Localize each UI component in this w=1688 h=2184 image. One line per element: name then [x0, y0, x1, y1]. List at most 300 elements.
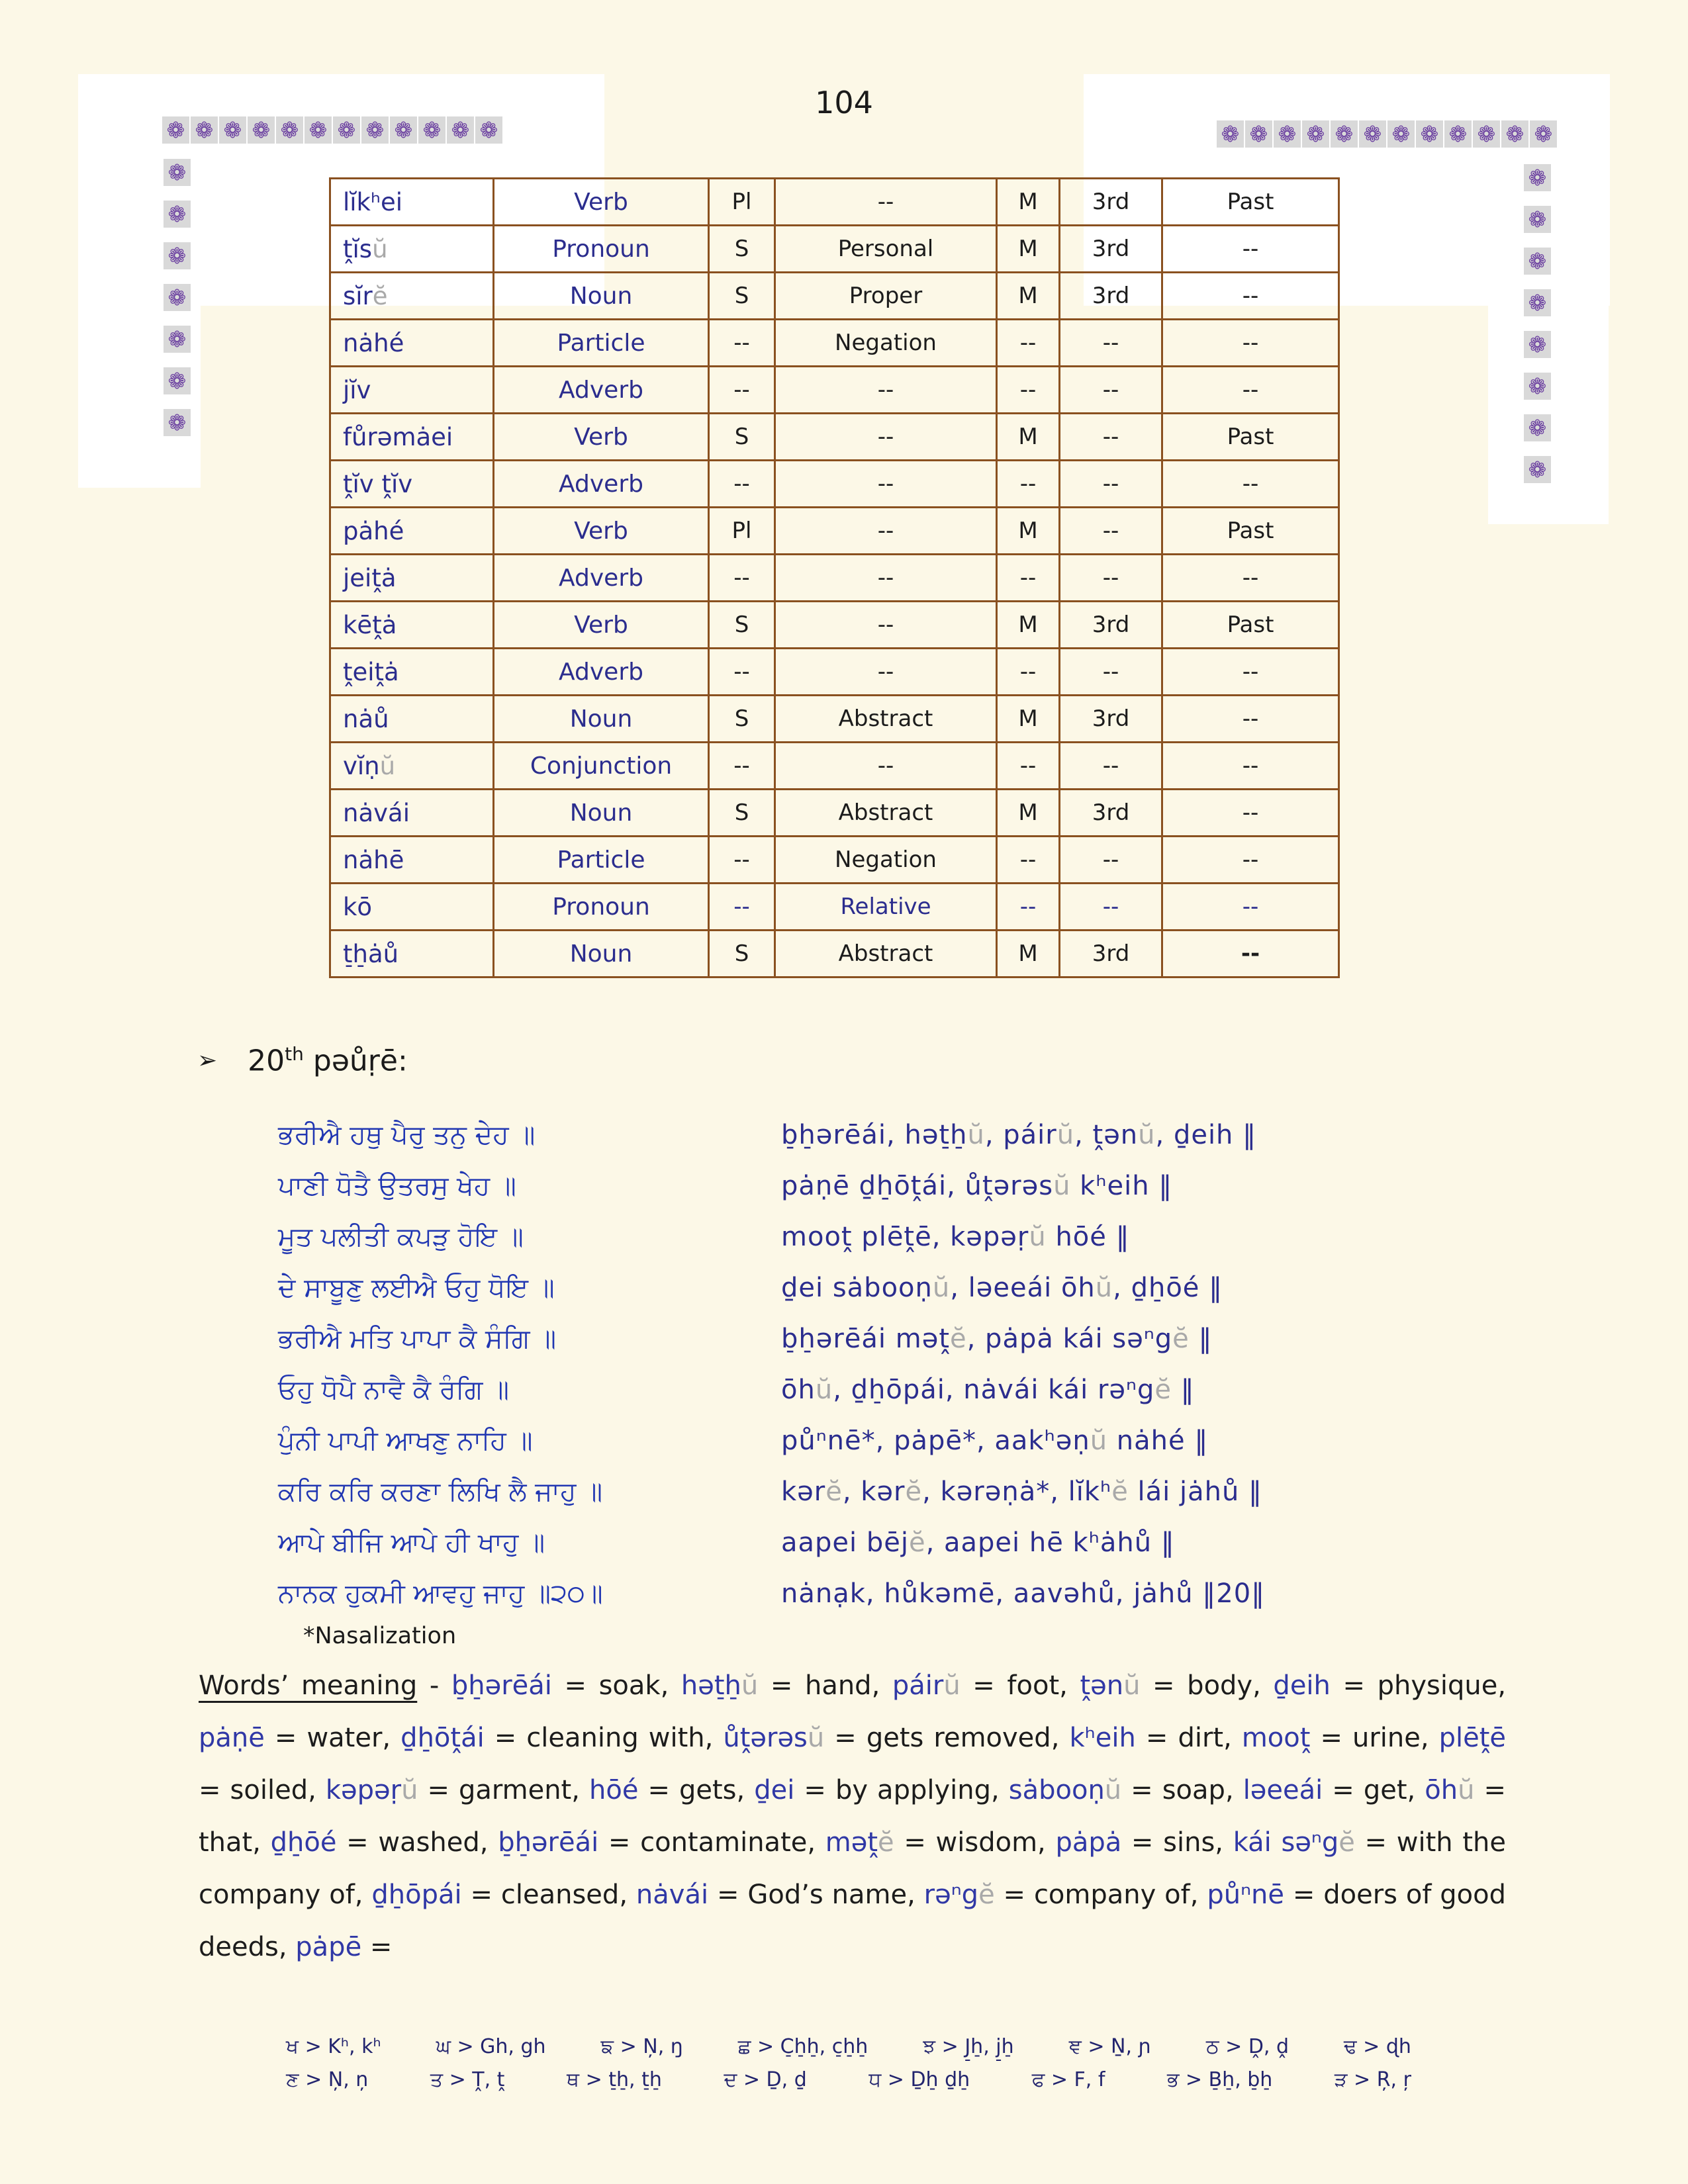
- flower-icon: ❁: [1274, 120, 1301, 148]
- type-cell: Negation: [775, 320, 997, 367]
- defined-word: ṱənŭ: [1080, 1670, 1141, 1701]
- tense-cell: --: [1162, 461, 1339, 508]
- roman-equivalent: Ḏ, ḏ: [766, 2068, 807, 2091]
- number-cell: --: [709, 649, 775, 696]
- word-cell: nȧvái: [330, 790, 494, 837]
- word-cell: jĭv: [330, 367, 494, 414]
- person-cell: 3rd: [1060, 790, 1162, 837]
- defined-word: ḏh̠ōpái: [371, 1880, 462, 1910]
- defined-word: kʰeih: [1069, 1723, 1136, 1753]
- gurmukhi-line: ਮੂਤ ਪਲੀਤੀ ਕਪੜੁ ਹੋਇ ॥: [278, 1222, 524, 1252]
- maps-to-symbol: >: [299, 2068, 328, 2091]
- defined-word: ḏei: [754, 1775, 795, 1805]
- gender-cell: M: [997, 602, 1060, 649]
- key-item: [1167, 2064, 1272, 2097]
- type-cell: --: [775, 508, 997, 555]
- number-cell: S: [709, 931, 775, 978]
- word-meaning: company of: [1033, 1880, 1190, 1910]
- roman-equivalent: B̠h̠, b̠h̠: [1208, 2068, 1273, 2091]
- transliteration-line: ōhŭ, ḏh̠ōpái, nȧvái kái rəⁿgĕ ‖: [781, 1375, 1195, 1405]
- person-cell: --: [1060, 884, 1162, 931]
- flower-icon: ❁: [276, 116, 303, 144]
- verse-row: [278, 1324, 1443, 1375]
- type-cell: Proper: [775, 273, 997, 320]
- tense-cell: --: [1162, 931, 1339, 978]
- transliteration-line: pȧṇē ḏh̠ōṱái, ůṱərəsŭ kʰeih ‖: [781, 1171, 1173, 1201]
- table-row: [330, 367, 1339, 414]
- maps-to-symbol: >: [1347, 2068, 1377, 2091]
- part-of-speech-cell: Noun: [494, 696, 709, 743]
- defined-word: ḏh̠ōé: [270, 1827, 337, 1858]
- flower-border-top-right: [1217, 120, 1557, 148]
- definitions: [199, 1670, 1506, 1962]
- gurmukhi-line: ਆਪੇ ਬੀਜਿ ਆਪੇ ਹੀ ਖਾਹੁ ॥: [278, 1527, 545, 1558]
- person-cell: --: [1060, 555, 1162, 602]
- gender-cell: --: [997, 320, 1060, 367]
- transliteration-key: [286, 2030, 1411, 2097]
- defined-word: ləeeái: [1243, 1775, 1323, 1805]
- defined-word: pȧpȧ: [1055, 1827, 1122, 1858]
- gurmukhi-letter: ਖ: [286, 2035, 299, 2058]
- defined-word: hōé: [589, 1775, 639, 1805]
- flower-icon: ❁: [305, 116, 332, 144]
- tense-cell: --: [1162, 320, 1339, 367]
- person-cell: --: [1060, 320, 1162, 367]
- flower-icon: ❁: [1524, 289, 1551, 316]
- word-cell: nȧhē: [330, 837, 494, 884]
- table-row: [330, 461, 1339, 508]
- table-row: [330, 790, 1339, 837]
- equals-sign: =: [1354, 1827, 1397, 1858]
- part-of-speech-cell: Pronoun: [494, 884, 709, 931]
- person-cell: 3rd: [1060, 602, 1162, 649]
- defined-word: nȧvái: [635, 1880, 709, 1910]
- part-of-speech-cell: Verb: [494, 602, 709, 649]
- verse-row: [278, 1477, 1443, 1527]
- flower-icon: ❁: [1524, 456, 1551, 483]
- table-row: [330, 320, 1339, 367]
- type-cell: --: [775, 367, 997, 414]
- word-meaning: urine: [1352, 1723, 1421, 1753]
- word-meaning: gets: [679, 1775, 737, 1805]
- word-cell: ṱeiṱȧ: [330, 649, 494, 696]
- word-cell: kō: [330, 884, 494, 931]
- label-dash: -: [417, 1670, 451, 1701]
- type-cell: Abstract: [775, 790, 997, 837]
- defined-word: pȧṇē: [199, 1723, 265, 1753]
- equals-sign: =: [994, 1880, 1034, 1910]
- person-cell: 3rd: [1060, 696, 1162, 743]
- flower-icon: ❁: [162, 116, 189, 144]
- nasalization-note: *Nasalization: [303, 1623, 457, 1649]
- word-meaning: foot: [1007, 1670, 1060, 1701]
- flower-icon: ❁: [1387, 120, 1415, 148]
- separator: ,: [278, 1932, 296, 1962]
- flower-icon: ❁: [164, 201, 191, 228]
- number-cell: S: [709, 226, 775, 273]
- flower-icon: ❁: [164, 326, 191, 353]
- flower-border-top-left: [162, 116, 502, 144]
- type-cell: Negation: [775, 837, 997, 884]
- part-of-speech-cell: Verb: [494, 414, 709, 461]
- verse-row: [278, 1120, 1443, 1171]
- roman-equivalent: Ņ, ņ: [328, 2068, 369, 2091]
- defined-word: rəⁿgĕ: [923, 1880, 995, 1910]
- part-of-speech-cell: Adverb: [494, 367, 709, 414]
- tense-cell: Past: [1162, 602, 1339, 649]
- separator: ,: [354, 1880, 372, 1910]
- flower-border-left: [164, 159, 191, 436]
- key-item: [923, 2030, 1013, 2064]
- maps-to-symbol: >: [1081, 2035, 1111, 2058]
- table-row: [330, 508, 1339, 555]
- defined-word: páirŭ: [892, 1670, 961, 1701]
- separator: ,: [1225, 1775, 1243, 1805]
- number-cell: S: [709, 696, 775, 743]
- type-cell: --: [775, 461, 997, 508]
- gurmukhi-letter: ਠ: [1205, 2035, 1219, 2058]
- gurmukhi-line: ਭਰੀਐ ਮਤਿ ਪਾਪਾ ਕੈ ਸੰਗਿ ॥: [278, 1324, 557, 1354]
- defined-word: b̠h̠ərēái: [498, 1827, 599, 1858]
- person-cell: 3rd: [1060, 273, 1162, 320]
- number-cell: S: [709, 273, 775, 320]
- word-meaning: body: [1187, 1670, 1253, 1701]
- word-cell: ṱĭsŭ: [330, 226, 494, 273]
- word-meaning: by applying: [835, 1775, 991, 1805]
- word-meaning: garment: [458, 1775, 572, 1805]
- part-of-speech-cell: Particle: [494, 320, 709, 367]
- gender-cell: --: [997, 884, 1060, 931]
- type-cell: --: [775, 555, 997, 602]
- roman-equivalent: Ņ, ŋ: [643, 2035, 683, 2058]
- gender-cell: M: [997, 226, 1060, 273]
- flower-icon: ❁: [1524, 248, 1551, 275]
- flower-icon: ❁: [1501, 120, 1528, 148]
- defined-word: sȧbooṇŭ: [1008, 1775, 1122, 1805]
- transliteration-line: ḏei sȧbooṇŭ, ləeeái ōhŭ, ḏh̠ōé ‖: [781, 1273, 1223, 1303]
- equals-sign: =: [598, 1827, 641, 1858]
- equals-sign: =: [264, 1723, 307, 1753]
- word-meaning: washed: [378, 1827, 480, 1858]
- gurmukhi-letter: ਞ: [1068, 2035, 1082, 2058]
- verse-row: [278, 1375, 1443, 1426]
- defined-word: plēṱē: [1438, 1723, 1507, 1753]
- words-meaning-paragraph: [199, 1660, 1506, 1974]
- separator: ,: [736, 1775, 755, 1805]
- maps-to-symbol: >: [1219, 2035, 1248, 2058]
- table-row: [330, 179, 1339, 226]
- equals-sign: =: [638, 1775, 679, 1805]
- tense-cell: --: [1162, 696, 1339, 743]
- flower-icon: ❁: [164, 242, 191, 269]
- key-item: [286, 2064, 368, 2097]
- gurmukhi-letter: ਭ: [1166, 2068, 1180, 2091]
- gender-cell: M: [997, 414, 1060, 461]
- part-of-speech-cell: Adverb: [494, 461, 709, 508]
- transliteration-line: mooṱ plēṱē, kəpəṛŭ hōé ‖: [781, 1222, 1130, 1252]
- flower-icon: ❁: [333, 116, 360, 144]
- person-cell: --: [1060, 837, 1162, 884]
- maps-to-symbol: >: [579, 2068, 609, 2091]
- verse-row: [278, 1273, 1443, 1324]
- word-meaning: doers of good deeds: [199, 1880, 1507, 1962]
- gurmukhi-line: ਪਾਣੀ ਧੋਤੈ ਉਤਰਸੁ ਖੇਹ ॥: [278, 1171, 516, 1201]
- roman-equivalent: Kʰ, kʰ: [328, 2035, 381, 2058]
- gurmukhi-letter: ਤ: [430, 2068, 444, 2091]
- separator: ,: [1190, 1880, 1207, 1910]
- separator: ,: [1037, 1827, 1056, 1858]
- equals-sign: =: [794, 1775, 835, 1805]
- key-item: [724, 2064, 806, 2097]
- number-cell: --: [709, 320, 775, 367]
- grammar-table: [329, 177, 1340, 978]
- person-cell: 3rd: [1060, 226, 1162, 273]
- flower-icon: ❁: [475, 116, 502, 144]
- maps-to-symbol: >: [737, 2068, 767, 2091]
- part-of-speech-cell: Noun: [494, 931, 709, 978]
- word-meaning: soap: [1162, 1775, 1225, 1805]
- table-row: [330, 414, 1339, 461]
- flower-icon: ❁: [164, 409, 191, 436]
- type-cell: --: [775, 743, 997, 790]
- defined-word: půⁿnē: [1207, 1880, 1284, 1910]
- equals-sign: =: [1135, 1723, 1178, 1753]
- equals-sign: =: [336, 1827, 379, 1858]
- equals-sign: =: [824, 1723, 867, 1753]
- maps-to-symbol: >: [443, 2068, 473, 2091]
- gender-cell: --: [997, 649, 1060, 696]
- gurmukhi-letter: ੜ: [1334, 2068, 1348, 2091]
- table-row: [330, 837, 1339, 884]
- gender-cell: M: [997, 931, 1060, 978]
- gender-cell: --: [997, 743, 1060, 790]
- roman-equivalent: ɖh: [1385, 2035, 1411, 2058]
- separator: ,: [308, 1775, 326, 1805]
- roman-equivalent: Ṱ, ṱ: [472, 2068, 505, 2091]
- gurmukhi-line: ਦੇ ਸਾਬੂਣੁ ਲਈਐ ਓਹੁ ਧੋਇ ॥: [278, 1273, 555, 1303]
- defined-word: ḏh̠ōṱái: [400, 1723, 485, 1753]
- number-cell: --: [709, 743, 775, 790]
- word-meaning: hand: [804, 1670, 872, 1701]
- word-cell: nȧhé: [330, 320, 494, 367]
- roman-equivalent: Ṉ, ɲ: [1111, 2035, 1151, 2058]
- word-meaning: soiled: [230, 1775, 308, 1805]
- flower-icon: ❁: [1524, 414, 1551, 441]
- person-cell: --: [1060, 649, 1162, 696]
- type-cell: --: [775, 649, 997, 696]
- separator: ,: [382, 1723, 401, 1753]
- words-meaning-label: Words’ meaning: [199, 1670, 418, 1701]
- flower-icon: ❁: [1331, 120, 1358, 148]
- flower-icon: ❁: [1524, 373, 1551, 400]
- gender-cell: --: [997, 461, 1060, 508]
- defined-word: b̠h̠ərēái: [451, 1670, 552, 1701]
- word-cell: nȧů: [330, 696, 494, 743]
- gurmukhi-letter: ਝ: [923, 2035, 936, 2058]
- key-item: [567, 2064, 662, 2097]
- tense-cell: --: [1162, 226, 1339, 273]
- roman-equivalent: t̠h̠, t̠h̠: [608, 2068, 662, 2091]
- equals-sign: =: [199, 1775, 230, 1805]
- tense-cell: --: [1162, 837, 1339, 884]
- table-row: [330, 649, 1339, 696]
- flower-icon: ❁: [1524, 206, 1551, 233]
- number-cell: Pl: [709, 179, 775, 226]
- gender-cell: --: [997, 555, 1060, 602]
- flower-icon: ❁: [1302, 120, 1329, 148]
- gurmukhi-letter: ਦ: [724, 2068, 737, 2091]
- word-cell: kēṱȧ: [330, 602, 494, 649]
- person-cell: --: [1060, 367, 1162, 414]
- word-meaning: with the company of: [199, 1827, 1506, 1910]
- tense-cell: --: [1162, 649, 1339, 696]
- gender-cell: M: [997, 179, 1060, 226]
- gurmukhi-letter: ਙ: [600, 2035, 614, 2058]
- word-cell: t̠h̠ȧů: [330, 931, 494, 978]
- number-cell: --: [709, 884, 775, 931]
- tense-cell: Past: [1162, 414, 1339, 461]
- gurmukhi-letter: ਣ: [286, 2068, 299, 2091]
- key-item: [1206, 2030, 1289, 2064]
- table-row: [330, 884, 1339, 931]
- word-meaning: get: [1363, 1775, 1407, 1805]
- gender-cell: --: [997, 837, 1060, 884]
- roman-equivalent: C̠h̠h̠, c̠h̠h̠: [780, 2035, 868, 2058]
- key-item: [1335, 2064, 1411, 2097]
- maps-to-symbol: >: [299, 2035, 328, 2058]
- number-cell: S: [709, 790, 775, 837]
- equals-sign: =: [1330, 1670, 1378, 1701]
- transliteration-line: b̠h̠ərēái, hət̠h̠ŭ, páirŭ, ṱənŭ, ḏeih ‖: [781, 1120, 1257, 1150]
- flower-icon: ❁: [164, 367, 191, 394]
- separator: ,: [991, 1775, 1009, 1805]
- defined-word: kəpəṛŭ: [325, 1775, 418, 1805]
- part-of-speech-cell: Particle: [494, 837, 709, 884]
- gurmukhi-letter: ਧ: [868, 2068, 882, 2091]
- person-cell: 3rd: [1060, 179, 1162, 226]
- number-cell: S: [709, 414, 775, 461]
- separator: ,: [907, 1880, 924, 1910]
- part-of-speech-cell: Verb: [494, 508, 709, 555]
- equals-sign: =: [1284, 1880, 1324, 1910]
- flower-icon: ❁: [418, 116, 445, 144]
- word-meaning: cleansed: [500, 1880, 620, 1910]
- flower-icon: ❁: [248, 116, 275, 144]
- type-cell: --: [775, 179, 997, 226]
- gurmukhi-letter: ਫ: [1031, 2068, 1045, 2091]
- separator: ,: [1497, 1670, 1507, 1701]
- equals-sign: =: [708, 1880, 748, 1910]
- maps-to-symbol: >: [881, 2068, 911, 2091]
- equals-sign: =: [484, 1723, 527, 1753]
- separator: ,: [619, 1880, 636, 1910]
- key-item: [1069, 2030, 1151, 2064]
- gurmukhi-letter: ਥ: [567, 2068, 580, 2091]
- number-cell: S: [709, 602, 775, 649]
- separator: ,: [704, 1723, 724, 1753]
- word-cell: pȧhé: [330, 508, 494, 555]
- key-row-2: [286, 2064, 1411, 2097]
- verse-row: [278, 1171, 1443, 1222]
- key-item: [738, 2030, 868, 2064]
- defined-word: hət̠h̠ŭ: [680, 1670, 759, 1701]
- equals-sign: =: [1323, 1775, 1364, 1805]
- person-cell: --: [1060, 743, 1162, 790]
- part-of-speech-cell: Verb: [494, 179, 709, 226]
- maps-to-symbol: >: [1045, 2068, 1074, 2091]
- equals-sign: =: [1121, 1827, 1164, 1858]
- word-meaning: water: [306, 1723, 383, 1753]
- flower-icon: ❁: [1524, 331, 1551, 358]
- defined-word: ůṱərəsŭ: [723, 1723, 825, 1753]
- word-cell: sĭrĕ: [330, 273, 494, 320]
- separator: ,: [1215, 1827, 1233, 1858]
- equals-sign: =: [418, 1775, 459, 1805]
- gender-cell: --: [997, 367, 1060, 414]
- type-cell: Relative: [775, 884, 997, 931]
- word-cell: jeiṱȧ: [330, 555, 494, 602]
- table-row: [330, 555, 1339, 602]
- type-cell: Abstract: [775, 696, 997, 743]
- separator: ,: [1420, 1723, 1439, 1753]
- gurmukhi-line: ਕਰਿ ਕਰਿ ਕਰਣਾ ਲਿਖਿ ਲੈ ਜਾਹੁ ॥: [278, 1477, 603, 1507]
- tense-cell: --: [1162, 884, 1339, 931]
- separator: ,: [1252, 1670, 1274, 1701]
- word-cell: fůrəmȧei: [330, 414, 494, 461]
- part-of-speech-cell: Noun: [494, 273, 709, 320]
- key-item: [868, 2064, 970, 2097]
- flower-icon: ❁: [164, 159, 191, 186]
- number-cell: --: [709, 367, 775, 414]
- equals-sign: =: [960, 1670, 1008, 1701]
- flower-icon: ❁: [1530, 120, 1557, 148]
- gurmukhi-letter: ਛ: [737, 2035, 751, 2058]
- section-heading: [197, 1043, 408, 1078]
- key-item: [436, 2030, 546, 2064]
- part-of-speech-cell: Adverb: [494, 555, 709, 602]
- equals-sign: =: [1140, 1670, 1188, 1701]
- table-row: [330, 273, 1339, 320]
- tense-cell: Past: [1162, 508, 1339, 555]
- flower-icon: ❁: [1473, 120, 1500, 148]
- key-item: [286, 2030, 381, 2064]
- type-cell: Personal: [775, 226, 997, 273]
- flower-border-right: [1524, 164, 1551, 483]
- equals-sign: =: [1474, 1775, 1506, 1805]
- maps-to-symbol: >: [935, 2035, 965, 2058]
- defined-word: məṱĕ: [825, 1827, 894, 1858]
- key-item: [601, 2030, 683, 2064]
- word-meaning: soak: [598, 1670, 661, 1701]
- type-cell: --: [775, 414, 997, 461]
- transliteration-line: nȧnạk, hůkəmē, aavəhů, jȧhů ‖20‖: [781, 1578, 1266, 1609]
- gender-cell: M: [997, 696, 1060, 743]
- maps-to-symbol: >: [1179, 2068, 1209, 2091]
- verse-block: [278, 1120, 1443, 1629]
- word-cell: vĭṇŭ: [330, 743, 494, 790]
- transliteration-line: kərĕ, kərĕ, kərəṇȧ*, lĭkʰĕ lái jȧhů ‖: [781, 1477, 1263, 1507]
- type-cell: --: [775, 602, 997, 649]
- verse-row: [278, 1578, 1443, 1629]
- separator: ,: [660, 1670, 681, 1701]
- flower-icon: ❁: [1245, 120, 1272, 148]
- flower-icon: ❁: [447, 116, 474, 144]
- gender-cell: M: [997, 790, 1060, 837]
- equals-sign: =: [758, 1670, 805, 1701]
- word-meaning: sins: [1163, 1827, 1215, 1858]
- number-cell: --: [709, 837, 775, 884]
- separator: ,: [1223, 1723, 1242, 1753]
